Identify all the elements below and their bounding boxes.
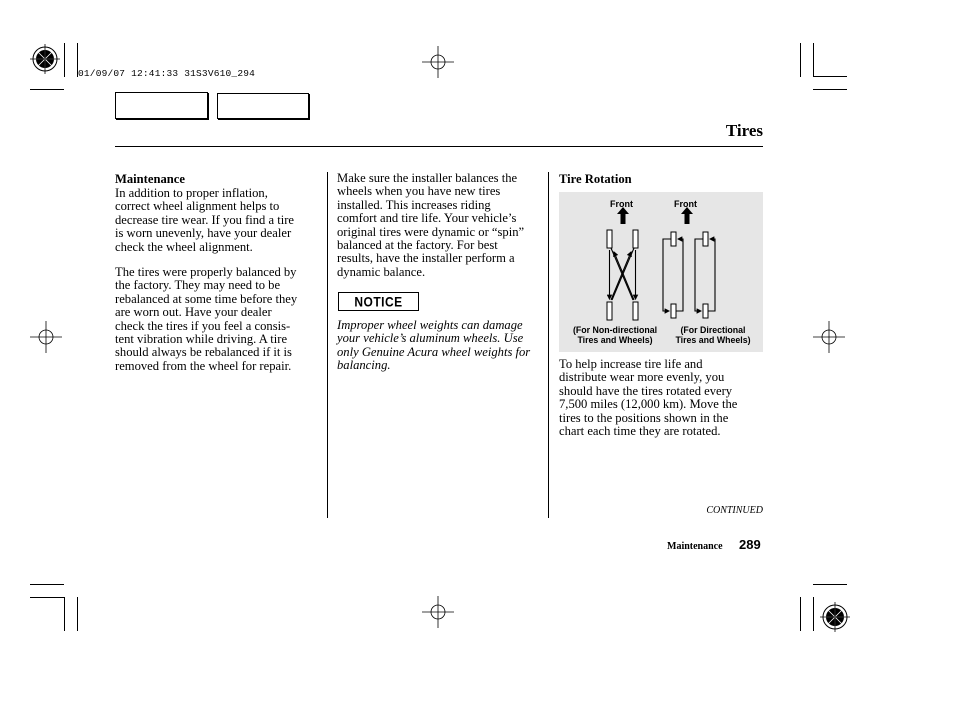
page-number: 289 <box>739 537 761 552</box>
registration-mark-bottom-right <box>820 602 850 632</box>
caption-directional: (For Directional Tires and Wheels) <box>675 325 751 345</box>
notice-badge: NOTICE <box>338 292 419 311</box>
paragraph-rotation: To help increase tire life and distribute wear more evenly, you should have the tires rotated every 7,500 miles (12,000 km). Move the tires to the positions shown in the chart each time they are rotated. <box>559 357 738 439</box>
section-heading-tire-rotation: Tire Rotation <box>559 172 632 186</box>
front-arrow-icon <box>617 207 629 224</box>
page-title: Tires <box>725 121 763 140</box>
print-stamp: 01/09/07 12:41:33 31S3V610_294 <box>78 68 256 79</box>
caption-non-directional: (For Non-directional Tires and Wheels) <box>572 325 658 345</box>
front-arrow-icon <box>681 207 693 224</box>
nav-tab-box-1[interactable] <box>115 92 208 119</box>
column-1 <box>115 172 327 373</box>
notice-text: Improper wheel weights can damage your vehicle’s aluminum wheels. Use only Genuine Acura wheel weights for balancing. <box>337 318 531 373</box>
non-directional-arrows <box>610 248 636 300</box>
paragraph-alignment: In addition to proper inflation, correct wheel alignment helps to decrease tire wear. If you find a tire is worn unevenly, have your dealer check the wheel alignment. <box>115 186 295 254</box>
label-front-left: Front <box>610 199 633 209</box>
nav-tab-box-2[interactable] <box>217 93 309 119</box>
paragraph-balancing: The tires were properly balanced by the factory. They may need to be rebalanced at some time before they are worn out. Have your dealer check the tires if you feel a consis- tent vibration while driving. A tire should always be rebalanced if it is removed from the wheel for repair. <box>115 265 298 373</box>
crosshair-top-center <box>422 46 454 78</box>
crosshair-bottom-center <box>422 596 454 628</box>
continued-label: CONTINUED <box>706 505 763 516</box>
directional-arrows <box>663 239 715 311</box>
tire-rotation-diagram <box>559 192 763 352</box>
paragraph-installer: Make sure the installer balances the wheels when you have new tires installed. This increases riding comfort and tire life. Your vehicle’s original tires were dynamic or “spin” balanced at the factory. For best results, have the installer perform a dynamic balance. <box>337 171 525 279</box>
footer-section-name: Maintenance <box>667 541 723 552</box>
label-front-right: Front <box>674 199 697 209</box>
directional-tires <box>671 232 708 318</box>
column-divider-1 <box>327 172 328 518</box>
header-rule <box>115 146 763 147</box>
column-2 <box>337 172 547 279</box>
crosshair-right-middle <box>813 321 845 353</box>
registration-mark-top-left <box>30 44 60 74</box>
section-heading-maintenance: Maintenance <box>115 172 185 186</box>
column-divider-2 <box>548 172 549 518</box>
crosshair-left-middle <box>30 321 62 353</box>
